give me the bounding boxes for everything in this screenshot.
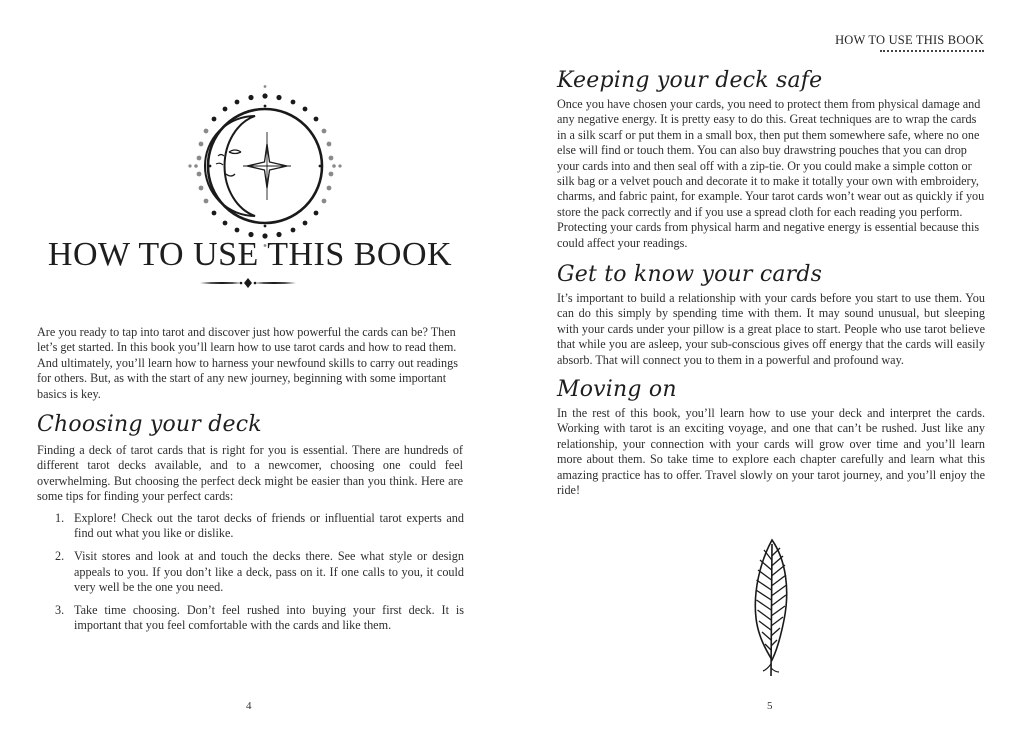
list-item-text: Visit stores and look at and touch the decks there. See what style or design appeals to you. If you don’t like a deck, pass on it. If one calls to you, it could very well be the one you need. bbox=[74, 549, 464, 595]
moon-star-emblem-icon bbox=[183, 84, 347, 248]
feather-icon bbox=[750, 538, 792, 678]
list-item-text: Explore! Check out the tarot decks of friends or influential tarot experts and find out what you like or dislike. bbox=[74, 511, 464, 541]
moving-on-paragraph: In the rest of this book, you’ll learn how to use your deck and interpret the cards. Working with tarot is an exciting voyage, and one that can’t be rushed. Just like any relationship, your connection with your cards will grow over time and you’ll learn more about them. So take time to explore each chapter carefully and learn what this amazing practice has to offer. Travel slowly on your tarot journey, and you’ll enjoy the ride! bbox=[557, 406, 985, 498]
intro-paragraph: Are you ready to tap into tarot and discover just how powerful the cards can be? Then let’s get started. In this book you’ll learn how to use tarot cards and how to read them. And ultimately, you’ll learn how to harness your newfound skills to carry out readings for others. But, as with the start of any new journey, beginning with some important basics is key. bbox=[37, 325, 458, 401]
page-title: HOW TO USE THIS BOOK bbox=[47, 236, 453, 273]
running-header: HOW TO USE THIS BOOK bbox=[835, 33, 984, 47]
list-item-number: 1. bbox=[55, 511, 65, 525]
section-heading-keeping: Keeping your deck safe bbox=[557, 68, 823, 93]
list-item bbox=[38, 603, 464, 634]
list-item-text: Take time choosing. Don’t feel rushed into buying your first deck. It is important that you feel comfortable with the cards and like them. bbox=[74, 603, 464, 633]
page-number-left: 4 bbox=[246, 700, 252, 712]
choosing-paragraph: Finding a deck of tarot cards that is right for you is essential. There are hundreds of different tarot decks available, and to a newcomer, choosing one could feel overwhelming. But choosing the perfect deck might be easier than you think. Here are some tips for finding your perfect cards: bbox=[37, 443, 463, 504]
header-divider bbox=[880, 50, 984, 52]
list-item bbox=[38, 511, 464, 542]
list-item-number: 2. bbox=[55, 549, 65, 564]
section-heading-choosing: Choosing your deck bbox=[37, 412, 262, 437]
keeping-paragraph: Once you have chosen your cards, you need to protect them from physical damage and any negative energy. It is pretty easy to do this. Great techniques are to wrap the cards in a silk scarf or put them in a small box, then put them somewhere safe, where no one else will find or touch them. You can also buy drawstring pouches that you can drop your cards into and then seal off with a zip-tie. Or you could make a simple cotton or silk bag or a velvet pouch and decorate it to make it totally your own with embroidery, charms, and fabric paint, for example. Your tarot cards won’t wear out as quickly if you store the pack correctly and if you use a spread cloth for each reading you perform. Protecting your cards from physical harm and negative energy is essential because this could affect your readings. bbox=[557, 97, 985, 250]
list-item-number: 3. bbox=[55, 603, 65, 618]
section-heading-get-to-know: Get to know your cards bbox=[557, 262, 823, 287]
right-page bbox=[510, 0, 1020, 729]
title-flourish-icon bbox=[198, 276, 298, 290]
list-item bbox=[38, 549, 464, 595]
page-number-right: 5 bbox=[767, 700, 773, 712]
section-heading-moving-on: Moving on bbox=[557, 377, 677, 402]
tips-list bbox=[38, 511, 464, 641]
get-to-know-paragraph: It’s important to build a relationship with your cards before you start to use them. You can do this simply by spending time with them. It may sound unusual, but sleeping with your cards under your pillow is a great place to start. People who use tarot believe that while you are asleep, your sub-conscious gives off energy that the cards will easily absorb. That will connect you to them in a powerful and profound way. bbox=[557, 291, 985, 367]
